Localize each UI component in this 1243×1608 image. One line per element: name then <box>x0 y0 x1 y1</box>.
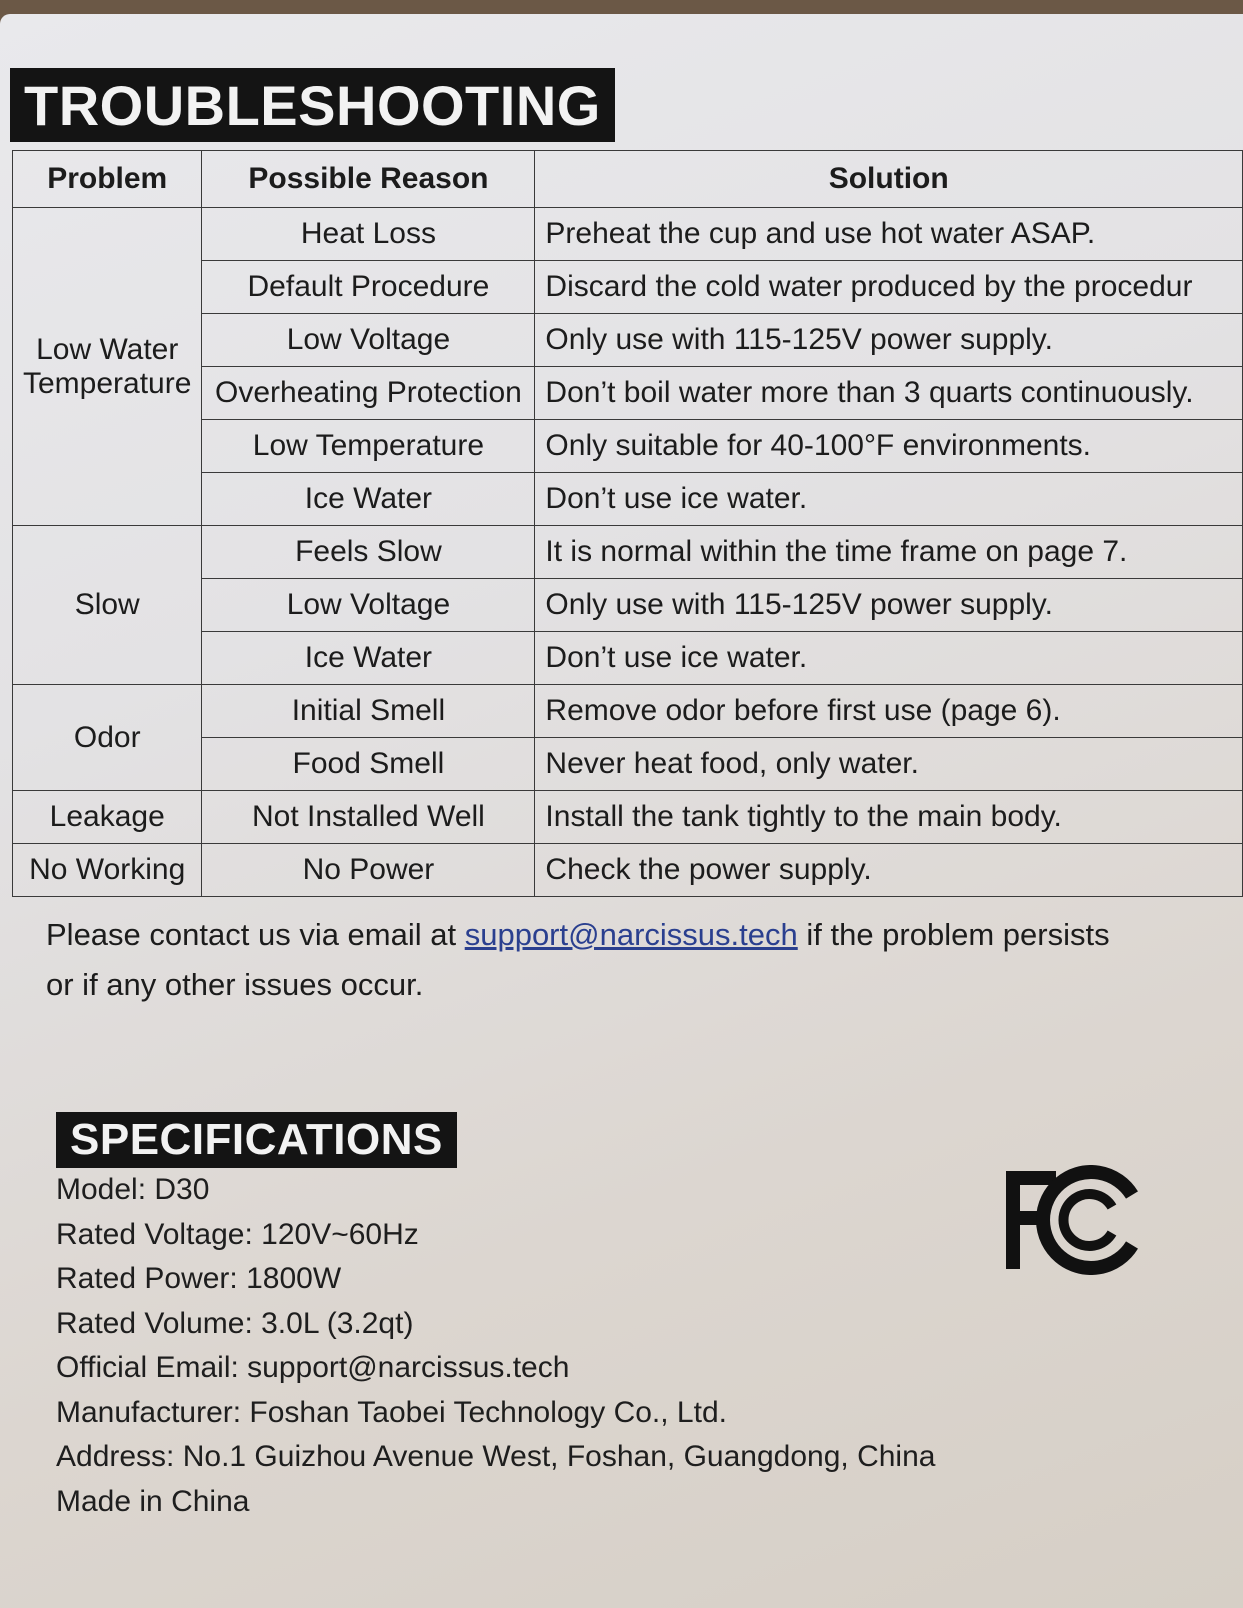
contact-prefix: Please contact us via email at <box>46 917 465 952</box>
problem-cell <box>13 526 202 685</box>
solution-cell: Don’t use ice water. <box>535 473 1243 526</box>
reason-cell: Heat Loss <box>202 208 535 261</box>
problem-cell <box>13 844 202 897</box>
contact-line-1 <box>46 910 1226 960</box>
spec-item: Model: D30 <box>56 1173 210 1206</box>
spec-item: Rated Power: 1800W <box>56 1262 342 1295</box>
spec-item: Made in China <box>56 1484 250 1518</box>
reason-cell: Ice Water <box>202 632 535 685</box>
table-row <box>13 791 1243 844</box>
solution-cell: Install the tank tightly to the main body. <box>535 791 1243 844</box>
problem-label: No Working <box>29 853 186 886</box>
reason-cell: Not Installed Well <box>202 791 535 844</box>
specifications-heading: SPECIFICATIONS <box>56 1112 457 1168</box>
support-email-link[interactable]: support@narcissus.tech <box>464 917 798 952</box>
reason-cell: Low Voltage <box>202 314 535 367</box>
reason-cell: No Power <box>202 844 535 897</box>
reason-cell: Overheating Protection <box>202 367 535 420</box>
header-solution: Solution <box>535 151 1243 208</box>
spec-item: Address: No.1 Guizhou Avenue West, Foshan, Guangdong, China <box>56 1440 936 1473</box>
problem-cell <box>13 791 202 844</box>
solution-cell: Preheat the cup and use hot water ASAP. <box>535 208 1243 261</box>
contact-note <box>46 910 1226 1010</box>
reason-cell: Low Voltage <box>202 579 535 632</box>
header-problem: Problem <box>13 151 202 208</box>
solution-cell: Don’t boil water more than 3 quarts continuously. <box>535 367 1243 420</box>
problem-label: Low Water <box>36 332 179 366</box>
fcc-logo-icon <box>1000 1165 1140 1275</box>
spec-item: Rated Voltage: 120V~60Hz <box>56 1217 419 1251</box>
solution-cell: Remove odor before first use (page 6). <box>535 685 1243 738</box>
table-row <box>13 685 1243 738</box>
solution-cell: Only suitable for 40-100°F environments. <box>535 420 1243 473</box>
reason-cell: Low Temperature <box>202 420 535 473</box>
reason-cell: Ice Water <box>202 473 535 526</box>
solution-cell: Don’t use ice water. <box>535 632 1243 685</box>
problem-label: Leakage <box>49 800 165 833</box>
table-row <box>13 844 1243 897</box>
table-row <box>13 526 1243 579</box>
spec-item: Official Email: support@narcissus.tech <box>56 1351 570 1384</box>
troubleshooting-heading: TROUBLESHOOTING <box>10 68 615 142</box>
solution-cell: Only use with 115-125V power supply. <box>535 579 1243 632</box>
solution-cell: Only use with 115-125V power supply. <box>535 314 1243 367</box>
reason-cell: Feels Slow <box>202 526 535 579</box>
table-body <box>13 208 1243 897</box>
spec-item: Rated Volume: 3.0L (3.2qt) <box>56 1306 414 1340</box>
table-header-row <box>13 151 1243 208</box>
problem-label: Odor <box>73 720 141 754</box>
solution-cell: Discard the cold water produced by the procedur <box>535 261 1243 314</box>
problem-cell <box>13 208 202 526</box>
solution-cell: Check the power supply. <box>535 844 1243 897</box>
solution-cell: Never heat food, only water. <box>535 738 1243 791</box>
table-row <box>13 208 1243 261</box>
contact-suffix: if the problem persists <box>797 917 1110 952</box>
specifications-list <box>56 1168 935 1524</box>
contact-line-2: or if any other issues occur. <box>46 967 424 1002</box>
reason-cell: Default Procedure <box>202 261 535 314</box>
solution-cell: It is normal within the time frame on page 7. <box>535 526 1243 579</box>
header-possible-reason: Possible Reason <box>202 151 535 208</box>
problem-label: Temperature <box>23 366 192 400</box>
spec-item: Manufacturer: Foshan Taobei Technology Co., Ltd. <box>56 1395 727 1429</box>
reason-cell: Food Smell <box>202 738 535 791</box>
troubleshooting-table <box>12 150 1243 897</box>
problem-cell <box>13 685 202 791</box>
problem-label: Slow <box>74 588 140 621</box>
reason-cell: Initial Smell <box>202 685 535 738</box>
